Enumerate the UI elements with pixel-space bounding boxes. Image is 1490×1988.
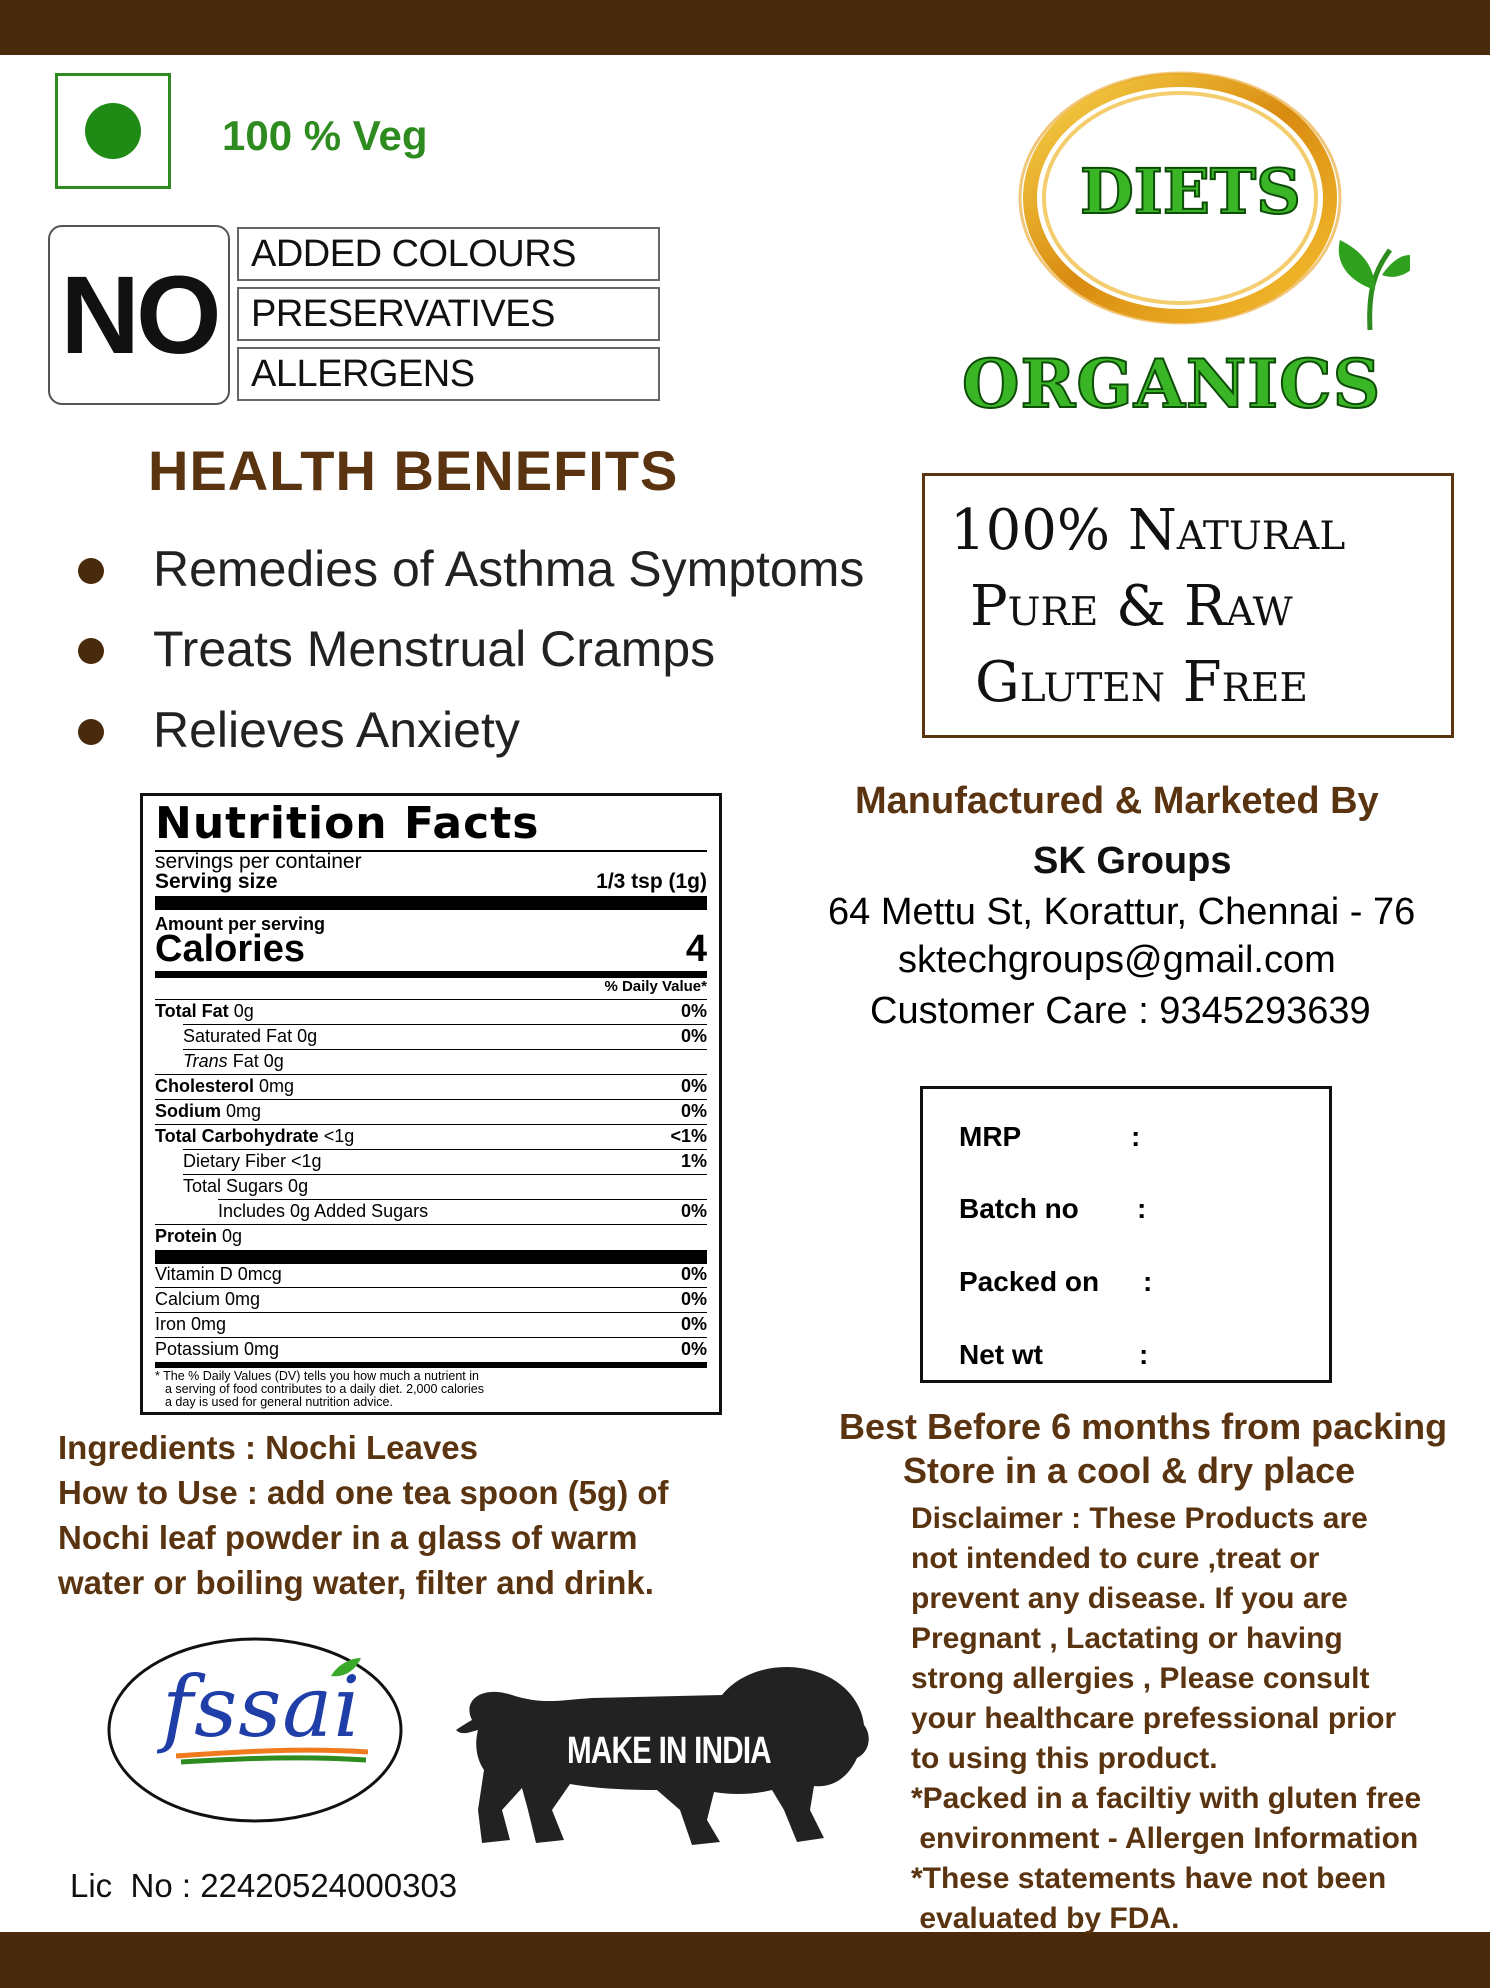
natural-claims-box <box>922 473 1454 738</box>
mrp-colon: : <box>1131 1121 1141 1152</box>
disclaimer-line: *These statements have not been <box>911 1862 1387 1895</box>
brand-logo <box>950 70 1410 423</box>
vitamin-dv: 0% <box>680 1314 707 1334</box>
disclaimer-line: Pregnant , Lactating or having <box>911 1622 1343 1655</box>
claim-natural: 100% Natural <box>950 498 1346 563</box>
servings-per-container: servings per container <box>155 850 362 873</box>
how-to-use-line: Nochi leaf powder in a glass of warm <box>58 1519 638 1556</box>
disclaimer-line: *Packed in a faciltiy with gluten free <box>911 1782 1422 1815</box>
nutrient-dv: 0% <box>680 1101 707 1121</box>
fssai-license: Lic No : 22420524000303 <box>70 1867 458 1904</box>
calories-label: Calories <box>155 928 305 970</box>
brand-line2: ORGANICS <box>962 345 1382 423</box>
nutrient-dv: 0% <box>680 1201 707 1221</box>
fssai-logo <box>106 1636 404 1824</box>
nutrient-label: Cholesterol <box>155 1076 255 1096</box>
vitamin-dv: 0% <box>680 1289 707 1309</box>
nutrition-footnote: * The % Daily Values (DV) tells you how much a nutrient in a serving of food contributes to a daily diet. 2,000 calories a day is used for general nutrition advice. <box>155 1369 484 1409</box>
benefit-item: Remedies of Asthma Symptoms <box>153 541 865 597</box>
nutrient-amount: Fat 0g <box>232 1051 284 1071</box>
nutrient-label: Total Carbohydrate <box>155 1126 319 1146</box>
nutrient-amount: 0mg <box>259 1076 295 1096</box>
disclaimer-line: environment - Allergen Information <box>911 1822 1419 1855</box>
fssai-text: fssai <box>162 1658 362 1756</box>
nutrient-label: Sodium <box>155 1101 221 1121</box>
vitamin-label: Calcium 0mg <box>155 1289 261 1309</box>
nutrient-amount: 0g <box>233 1001 254 1021</box>
how-to-use-line: How to Use : add one tea spoon (5g) of <box>58 1474 669 1511</box>
nutrient-label: Total Sugars 0g <box>183 1176 309 1196</box>
net-wt-colon: : <box>1139 1339 1149 1370</box>
make-in-india-text: MAKE IN INDIA <box>567 1730 771 1772</box>
serving-size-value: 1/3 tsp (1g) <box>596 870 707 893</box>
health-benefits-title: HEALTH BENEFITS <box>148 439 679 502</box>
nutrient-label: Dietary Fiber <1g <box>183 1151 322 1171</box>
amount-per-serving: Amount per serving <box>155 914 326 934</box>
nutrient-label: Protein <box>155 1226 218 1246</box>
nutrient-amount: 0g <box>222 1226 243 1246</box>
veg-mark <box>55 73 171 189</box>
vitamin-dv: 0% <box>680 1264 707 1284</box>
disclaimer-line: Disclaimer : These Products are <box>911 1502 1368 1535</box>
ingredients-line: Ingredients : Nochi Leaves <box>58 1429 478 1466</box>
vitamin-dv: 0% <box>680 1339 707 1359</box>
best-before: Best Before 6 months from packing <box>839 1406 1448 1447</box>
disclaimer-line: to using this product. <box>911 1742 1218 1775</box>
nutrient-amount: 0mg <box>226 1101 262 1121</box>
manufacturer-name: SK Groups <box>1033 840 1232 882</box>
disclaimer-line: strong allergies , Please consult <box>911 1662 1370 1695</box>
disclaimer-line: not intended to cure ,treat or <box>911 1542 1320 1575</box>
calories-value: 4 <box>685 928 707 970</box>
storage-instruction: Store in a cool & dry place <box>903 1450 1356 1491</box>
benefit-item: Relieves Anxiety <box>153 702 520 758</box>
nutrition-title: Nutrition Facts <box>155 798 540 849</box>
disclaimer <box>911 1499 1421 1939</box>
make-in-india-logo <box>452 1660 877 1855</box>
daily-value-header: % Daily Value* <box>604 978 707 995</box>
top-band <box>0 0 1490 55</box>
batch-colon: : <box>1137 1193 1147 1224</box>
no-item-preservatives: PRESERVATIVES <box>237 287 660 341</box>
brand-line1: DIETS <box>1080 155 1301 228</box>
no-item-allergens: ALLERGENS <box>237 347 660 401</box>
nutrient-dv: 0% <box>680 1001 707 1021</box>
how-to-use-line: water or boiling water, filter and drink. <box>58 1564 654 1601</box>
disclaimer-line: your healthcare prefessional prior <box>911 1702 1397 1735</box>
mrp-box <box>920 1086 1332 1383</box>
disclaimer-line: prevent any disease. If you are <box>911 1582 1348 1615</box>
vitamin-label: Potassium 0mg <box>155 1339 280 1359</box>
nutrient-label: Includes 0g Added Sugars <box>218 1201 429 1221</box>
nutrient-label: Trans <box>183 1051 228 1071</box>
customer-care: Customer Care : 9345293639 <box>870 990 1371 1032</box>
nutrient-dv: 0% <box>680 1076 707 1096</box>
benefit-item: Treats Menstrual Cramps <box>153 621 716 677</box>
bottom-band <box>0 1932 1490 1988</box>
claim-gluten-free: Gluten Free <box>975 650 1308 715</box>
nutrition-facts-panel <box>140 793 722 1415</box>
nutrient-label: Total Fat <box>155 1001 229 1021</box>
net-wt-label: Net wt <box>959 1339 1043 1370</box>
manufacturer-heading: Manufactured & Marketed By <box>855 780 1379 822</box>
disclaimer-line: evaluated by FDA. <box>911 1902 1180 1935</box>
nutrient-label: Saturated Fat 0g <box>183 1026 318 1046</box>
no-item-colours: ADDED COLOURS <box>237 227 660 281</box>
veg-dot-icon <box>85 103 141 159</box>
nutrient-amount: <1g <box>323 1126 355 1146</box>
nutrient-dv: 0% <box>680 1026 707 1046</box>
ingredients-section <box>58 1425 669 1605</box>
nutrient-dv: 1% <box>680 1151 707 1171</box>
veg-label: 100 % Veg <box>222 112 428 159</box>
no-badge: NO <box>48 225 230 405</box>
bullet-icon <box>78 638 104 664</box>
bullet-icon <box>78 719 104 745</box>
packed-colon: : <box>1143 1266 1153 1297</box>
packed-label: Packed on <box>959 1266 1100 1297</box>
bullet-icon <box>78 558 104 584</box>
claim-pure-raw: Pure & Raw <box>970 574 1293 639</box>
batch-label: Batch no <box>959 1193 1079 1224</box>
vitamin-label: Iron 0mg <box>155 1314 227 1334</box>
nutrient-dv: <1% <box>670 1126 707 1146</box>
vitamin-label: Vitamin D 0mcg <box>155 1264 282 1284</box>
manufacturer-email: sktechgroups@gmail.com <box>898 939 1336 981</box>
mrp-label: MRP <box>959 1121 1022 1152</box>
serving-size-label: Serving size <box>155 870 278 893</box>
manufacturer-address: 64 Mettu St, Korattur, Chennai - 76 <box>828 891 1416 933</box>
